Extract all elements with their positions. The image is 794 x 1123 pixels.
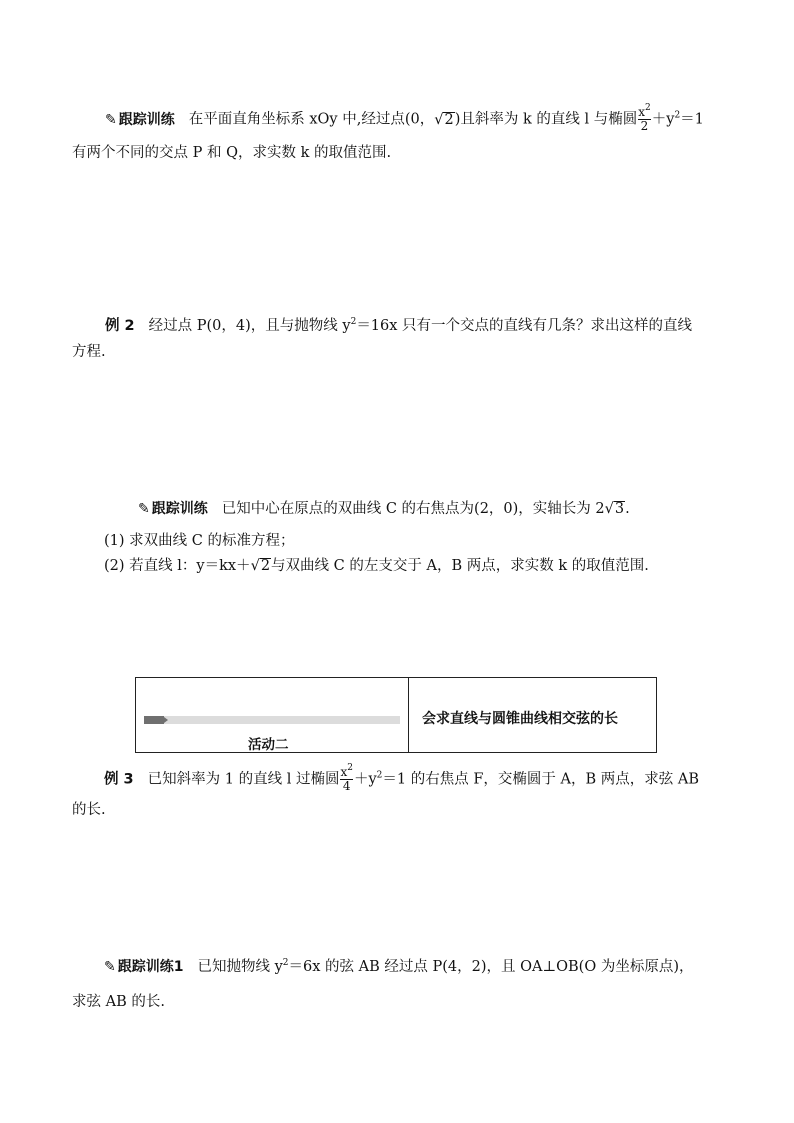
activity-progress-bar <box>144 716 400 724</box>
pencil-icon: ✎ <box>104 959 116 975</box>
tracking-exercise-1-line2: 有两个不同的交点 P 和 Q，求实数 k 的取值范围. <box>72 145 392 161</box>
tracking-exercise-3: ✎ 跟踪训练1 已知抛物线 $y^2=6x$ 的弦 AB 经过点 P(4，2)，且 OA⊥OB(O 为坐标原点)， <box>104 958 694 975</box>
sqrt-symbol: √2 <box>434 111 454 128</box>
activity-label: 活动二 <box>248 737 289 753</box>
tracking-tag: ✎ 跟踪训练1 <box>104 959 184 975</box>
example-2-line2: 方程. <box>72 344 106 360</box>
ellipse-fraction: $\frac{x^2}{4}$ <box>340 763 353 793</box>
example-3: 例 3 已知斜率为 1 的直线 l 过椭圆 $\frac{x^2}{4}$ $+y^2=1$ 的右焦点 F，交椭圆于 A，B 两点，求弦 AB <box>104 763 699 793</box>
ellipse-fraction: $\frac{x^2}{2}$ <box>638 103 651 133</box>
activity-title: 会求直线与圆锥曲线相交弦的长 <box>422 711 618 727</box>
sqrt-symbol: √2 <box>250 558 271 574</box>
activity-box <box>135 677 657 753</box>
activity-header <box>136 678 409 752</box>
sqrt-symbol: √3 <box>604 501 625 517</box>
activity-progress-fill <box>144 716 164 724</box>
tracking-exercise-2-item2: (2) 若直线 l：y＝kx＋√2与双曲线 C 的左支交于 A，B 两点，求实数 k 的取值范围. <box>104 558 649 574</box>
tracking-exercise-2: ✎ 跟踪训练 已知中心在原点的双曲线 C 的右焦点为(2，0)，实轴长为 2√3. <box>138 501 630 517</box>
pencil-icon: ✎ <box>105 111 117 128</box>
example-label: 例 2 <box>105 318 135 334</box>
arrow-tip-icon <box>164 717 168 723</box>
tracking-exercise-1: ✎ 跟踪训练 在平面直角坐标系 xOy 中,经过点(0，√2)且斜率为 k 的直线 l 与椭圆 $\frac{x^2}{2}$ $+y^2=1$ <box>105 103 704 133</box>
tracking-tag: ✎ 跟踪训练 <box>138 501 208 517</box>
example-2: 例 2 经过点 P(0，4)，且与抛物线 $y^2=16x$ 只有一个交点的直线有几条？求出这样的直线 <box>105 317 693 334</box>
tracking-tag: ✎ 跟踪训练 <box>105 111 175 128</box>
tracking-exercise-2-item1: (1) 求双曲线 C 的标准方程； <box>104 533 295 549</box>
example-label: 例 3 <box>104 771 134 788</box>
tracking-exercise-3-line2: 求弦 AB 的长. <box>72 994 165 1010</box>
pencil-icon: ✎ <box>138 501 150 517</box>
example-3-line2: 的长. <box>72 802 106 818</box>
